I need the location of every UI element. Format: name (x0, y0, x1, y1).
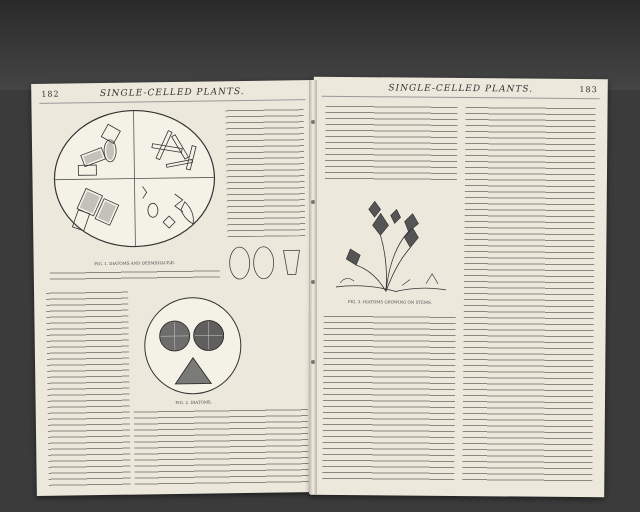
binding-hole (311, 120, 315, 124)
left-left-column-text (46, 289, 131, 488)
left-page-number: 182 (41, 89, 60, 99)
left-right-column-text (225, 106, 305, 237)
figure-diatoms-round (142, 291, 243, 400)
figure-3-caption: FIG. 3. DIATOMS GROWING ON STEMS. (347, 299, 432, 305)
left-page (31, 80, 319, 496)
right-running-title: SINGLE-CELLED PLANTS. (388, 83, 534, 95)
figure-2-caption: FIG. 2. DIATOMS. (175, 399, 212, 406)
right-right-column-text (462, 104, 595, 485)
figure-1-caption-detail (50, 267, 220, 283)
figure-stalked-diatoms (326, 187, 455, 300)
book-gutter (309, 80, 317, 494)
figure-diatom-circle (43, 105, 225, 257)
figure-1-caption: FIG. 1. DIATOMS AND DESMIDIACEÆ. (94, 259, 176, 267)
right-left-column-top-text (325, 103, 458, 184)
binding-hole (311, 200, 315, 204)
right-page-number: 183 (579, 85, 598, 95)
left-running-title: SINGLE-CELLED PLANTS. (99, 87, 245, 100)
right-page (310, 77, 608, 498)
left-bottom-text (134, 406, 309, 488)
right-left-column-bottom-text (322, 313, 455, 484)
binding-hole (311, 280, 315, 284)
figure-cell-sketch (223, 240, 308, 285)
right-running-head (314, 83, 608, 98)
binding-hole (311, 360, 315, 364)
